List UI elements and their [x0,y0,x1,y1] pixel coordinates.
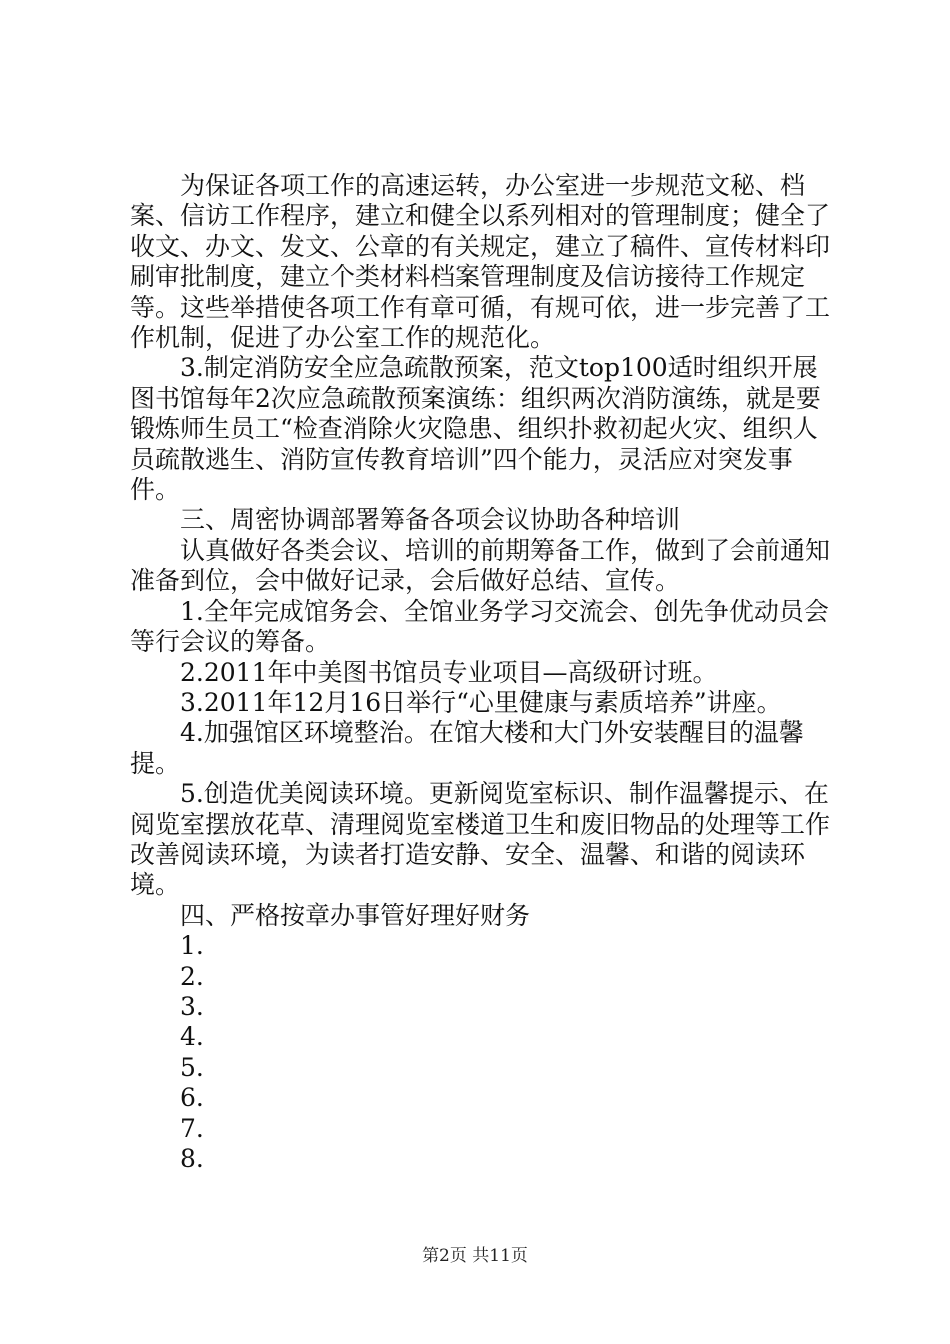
page-total: 共11页 [472,1246,528,1266]
list-item-meetings: 1.全年完成馆务会、全馆业务学习交流会、创先争优动员会等行会议的筹备。 [130,596,829,657]
numbered-item: 8. [180,1144,204,1173]
section-heading-meetings: 三、周密协调部署筹备各项会议协助各种培训 [180,505,681,535]
numbered-item: 6. [180,1083,204,1113]
page-footer [0,1244,950,1268]
numbered-item: 1. [180,931,204,961]
paragraph-fire-drill: 3.制定消防安全应急疏散预案，范文top100适时组织开展图书馆每年2次应急疏散预案演练：组织两次消防演练，就是要锻炼师生员工“检查消除火灾隐患、组织扑救初起火灾、组织人员疏散逃生、消防宣传教育培训”四个能力，灵活应对突发事件。 [130,353,821,505]
section-heading-finance: 四、严格按章办事管好理好财务 [180,900,531,930]
numbered-item: 4. [180,1022,204,1052]
list-item-seminar: 2.2011年中美图书馆员专业项目—高级研讨班。 [180,657,718,687]
paragraph-office-standards: 为保证各项工作的高速运转，办公室进一步规范文秘、档案、信访工作程序，建立和健全以系列相对的管理制度；健全了收文、办文、发文、公章的有关规定，建立了稿件、宣传材料印刷审批制度，建立个类材料档案管理制度及信访接待工作规定等。这些举措使各项工作有章可循，有规可依，进一步完善了工作机制，促进了办公室工作的规范化。 [130,171,831,353]
list-item-lecture: 3.2011年12月16日举行“心里健康与素质培养”讲座。 [180,687,782,717]
document-body [130,171,830,1174]
list-item-environment: 4.加强馆区环境整治。在馆大楼和大门外安装醒目的温馨提。 [130,718,804,778]
numbered-item: 5. [180,1052,204,1082]
page-number: 第2页 [422,1246,467,1266]
paragraph-meeting-prep: 认真做好各类会议、培训的前期筹备工作，做到了会前通知准备到位，会中做好记录，会后做好总结、宣传。 [130,535,831,596]
numbered-item: 2. [180,961,204,991]
list-item-reading-environment: 5.创造优美阅读环境。更新阅览室标识、制作温馨提示、在阅览室摆放花草、清理阅览室楼道卫生和废旧物品的处理等工作改善阅读环境，为读者打造安静、安全、温馨、和谐的阅读环境。 [130,779,831,900]
numbered-item: 7. [180,1113,204,1143]
numbered-item: 3. [180,991,204,1021]
